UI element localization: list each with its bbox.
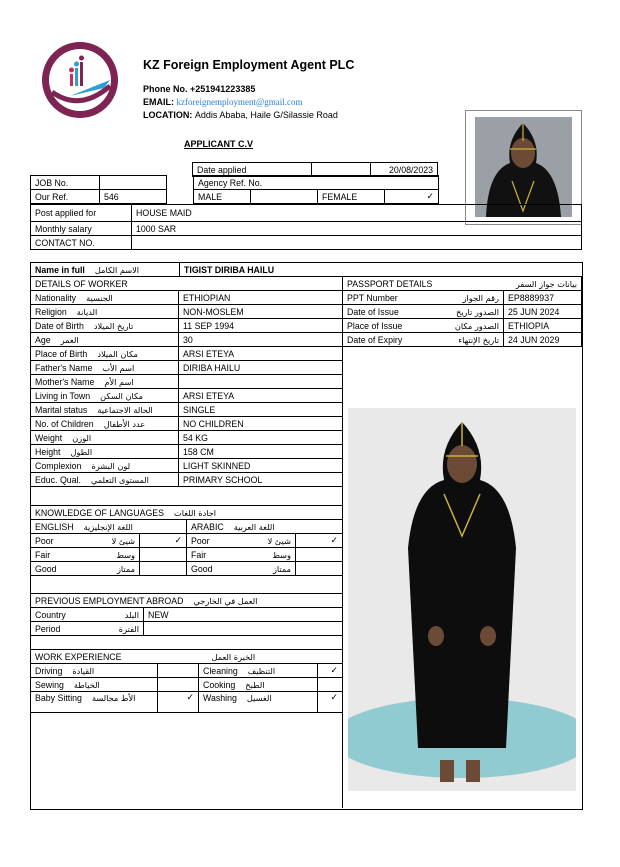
reference-table <box>30 175 439 204</box>
work-skill-row <box>31 692 343 713</box>
cv-title: APPLICANT C.V <box>184 139 254 149</box>
worker-details-table <box>30 276 343 487</box>
post-value: HOUSE MAID <box>132 205 582 222</box>
worker-field-value: ARSI ETEYA <box>179 389 343 403</box>
arabic-level-check: ✓ <box>296 534 343 548</box>
worker-field-label: Educ. Qual. المستوى التعلمي <box>31 473 179 487</box>
location-line: LOCATION: Addis Ababa, Haile G/Silassie Road <box>143 110 338 120</box>
worker-field-value: 54 KG <box>179 431 343 445</box>
worker-row <box>31 319 343 333</box>
languages-title: KNOWLEDGE OF LANGUAGES اجادة اللغات <box>31 506 343 520</box>
passport-row <box>343 291 582 305</box>
salary-label: Monthly salary <box>31 222 132 236</box>
english-level: Good ممتاز <box>31 562 140 576</box>
worker-field-value: ETHIOPIAN <box>179 291 343 305</box>
post-table <box>30 204 582 250</box>
passport-field-value: 25 JUN 2024 <box>504 305 582 319</box>
job-no-label: JOB No. <box>31 176 100 190</box>
female-label: FEMALE <box>318 190 385 204</box>
work-skill-left: Baby Sitting الأط مجالسة <box>31 692 158 713</box>
passport-field-value: EP8889937 <box>504 291 582 305</box>
worker-field-label: Religion الديانة <box>31 305 179 319</box>
english-level-check: ✓ <box>140 534 187 548</box>
arabic-level: Poor شيئ لا <box>187 534 296 548</box>
english-level: Poor شيئ لا <box>31 534 140 548</box>
work-skill-left-check <box>158 678 199 692</box>
work-skill-left: Driving القيادة <box>31 664 158 678</box>
languages-table <box>30 505 343 576</box>
worker-row <box>31 417 343 431</box>
passport-table <box>342 276 582 347</box>
worker-field-label: Father's Name اسم الأب <box>31 361 179 375</box>
work-skill-row <box>31 678 343 692</box>
work-skill-right-check <box>318 678 343 692</box>
date-applied-value: 20/08/2023 <box>371 163 438 177</box>
worker-field-label: Nationality الجنسية <box>31 291 179 305</box>
salary-value: 1000 SAR <box>132 222 582 236</box>
worker-row <box>31 403 343 417</box>
passport-row <box>343 319 582 333</box>
worker-field-value: DIRIBA HAILU <box>179 361 343 375</box>
worker-row <box>31 347 343 361</box>
period-value <box>144 622 343 636</box>
passport-field-label: Date of Expiry تاريخ الإنتهاء <box>343 333 504 347</box>
work-skill-right: Cooking الطبخ <box>199 678 318 692</box>
female-check: ✓ <box>385 190 439 204</box>
worker-row <box>31 333 343 347</box>
work-skill-right-check: ✓ <box>318 664 343 678</box>
worker-details-title: DETAILS OF WORKER <box>31 277 343 291</box>
name-value: TIGIST DIRIBA HAILU <box>180 263 583 277</box>
passport-field-value: 24 JUN 2029 <box>504 333 582 347</box>
passport-title: PASSPORT DETAILS بيانات جواز السفر <box>343 277 582 291</box>
arabic-level-check <box>296 562 343 576</box>
worker-field-label: Date of Birth تاريخ الميلاد <box>31 319 179 333</box>
worker-field-label: Mother's Name اسم الأم <box>31 375 179 389</box>
passport-row <box>343 305 582 319</box>
our-ref-value: 546 <box>100 190 167 204</box>
worker-row <box>31 389 343 403</box>
applicant-photo-full <box>348 408 576 791</box>
worker-row <box>31 431 343 445</box>
contact-label: CONTACT NO. <box>31 236 132 250</box>
language-level-row <box>31 548 343 562</box>
work-skill-left: Sewing الخياطة <box>31 678 158 692</box>
country-value: NEW <box>144 608 343 622</box>
worker-row <box>31 473 343 487</box>
previous-title: PREVIOUS EMPLOYMENT ABROAD العمل في الخارجي <box>31 594 343 608</box>
worker-row <box>31 305 343 319</box>
worker-row <box>31 445 343 459</box>
arabic-level-check <box>296 548 343 562</box>
worker-field-value: SINGLE <box>179 403 343 417</box>
english-level: Fair وسط <box>31 548 140 562</box>
work-skill-left-check <box>158 664 199 678</box>
arabic-header: ARABIC اللغة العربية <box>187 520 343 534</box>
work-skill-row <box>31 664 343 678</box>
worker-row <box>31 361 343 375</box>
passport-field-label: Date of Issue الصدور تاريخ <box>343 305 504 319</box>
language-level-row <box>31 562 343 576</box>
worker-field-value: 11 SEP 1994 <box>179 319 343 333</box>
work-skill-right: Washing الغسيل <box>199 692 318 713</box>
worker-field-label: Living in Town مكان السكن <box>31 389 179 403</box>
arabic-level: Good ممتاز <box>187 562 296 576</box>
worker-field-value: LIGHT SKINNED <box>179 459 343 473</box>
our-ref-label: Our Ref. <box>31 190 100 204</box>
worker-field-label: Place of Birth مكان الميلاد <box>31 347 179 361</box>
worker-field-label: Complexion لون البشرة <box>31 459 179 473</box>
passport-field-value: ETHIOPIA <box>504 319 582 333</box>
english-header: ENGLISH اللغة الإنجليزية <box>31 520 187 534</box>
phone-line: Phone No. +251941223385 <box>143 84 256 94</box>
work-experience-table <box>30 649 343 713</box>
work-skill-left-check: ✓ <box>158 692 199 713</box>
period-label: Period الفترة <box>31 622 144 636</box>
worker-field-value: 158 CM <box>179 445 343 459</box>
name-label: Name in full الاسم الكامل <box>31 263 180 277</box>
worker-field-value: 30 <box>179 333 343 347</box>
language-level-row <box>31 534 343 548</box>
country-label: Country البلد <box>31 608 144 622</box>
company-name: KZ Foreign Employment Agent PLC <box>143 58 355 72</box>
work-skill-right: Cleaning التنظيف <box>199 664 318 678</box>
arabic-level: Fair وسط <box>187 548 296 562</box>
english-level-check <box>140 562 187 576</box>
worker-row <box>31 291 343 305</box>
male-label: MALE <box>194 190 251 204</box>
worker-field-value: ARSI ETEYA <box>179 347 343 361</box>
email-line: EMAIL: kzforeignemployment@gmail.com <box>143 97 303 107</box>
worker-field-label: Marital status الحالة الاجتماعية <box>31 403 179 417</box>
name-table <box>30 262 583 277</box>
worker-field-value: NO CHILDREN <box>179 417 343 431</box>
worker-field-value <box>179 375 343 389</box>
email-link[interactable]: kzforeignemployment@gmail.com <box>176 97 303 107</box>
passport-row <box>343 333 582 347</box>
worker-row <box>31 375 343 389</box>
english-level-check <box>140 548 187 562</box>
post-label: Post applied for <box>31 205 132 222</box>
passport-field-label: PPT Number رقم الجواز <box>343 291 504 305</box>
previous-employment-table <box>30 593 343 636</box>
worker-field-label: Age العمر <box>31 333 179 347</box>
worker-field-value: PRIMARY SCHOOL <box>179 473 343 487</box>
work-skill-right-check: ✓ <box>318 692 343 713</box>
date-applied-label: Date applied <box>193 163 312 177</box>
worker-field-label: Height الطول <box>31 445 179 459</box>
agency-ref-label: Agency Ref. No. <box>194 176 439 190</box>
worker-row <box>31 459 343 473</box>
worker-field-label: No. of Children عدد الأطفال <box>31 417 179 431</box>
passport-field-label: Place of Issue الصدور مكان <box>343 319 504 333</box>
company-logo <box>40 40 120 120</box>
worker-field-value: NON-MOSLEM <box>179 305 343 319</box>
work-title: WORK EXPERIENCE الخبرة العمل <box>31 650 343 664</box>
worker-field-label: Weight الوزن <box>31 431 179 445</box>
